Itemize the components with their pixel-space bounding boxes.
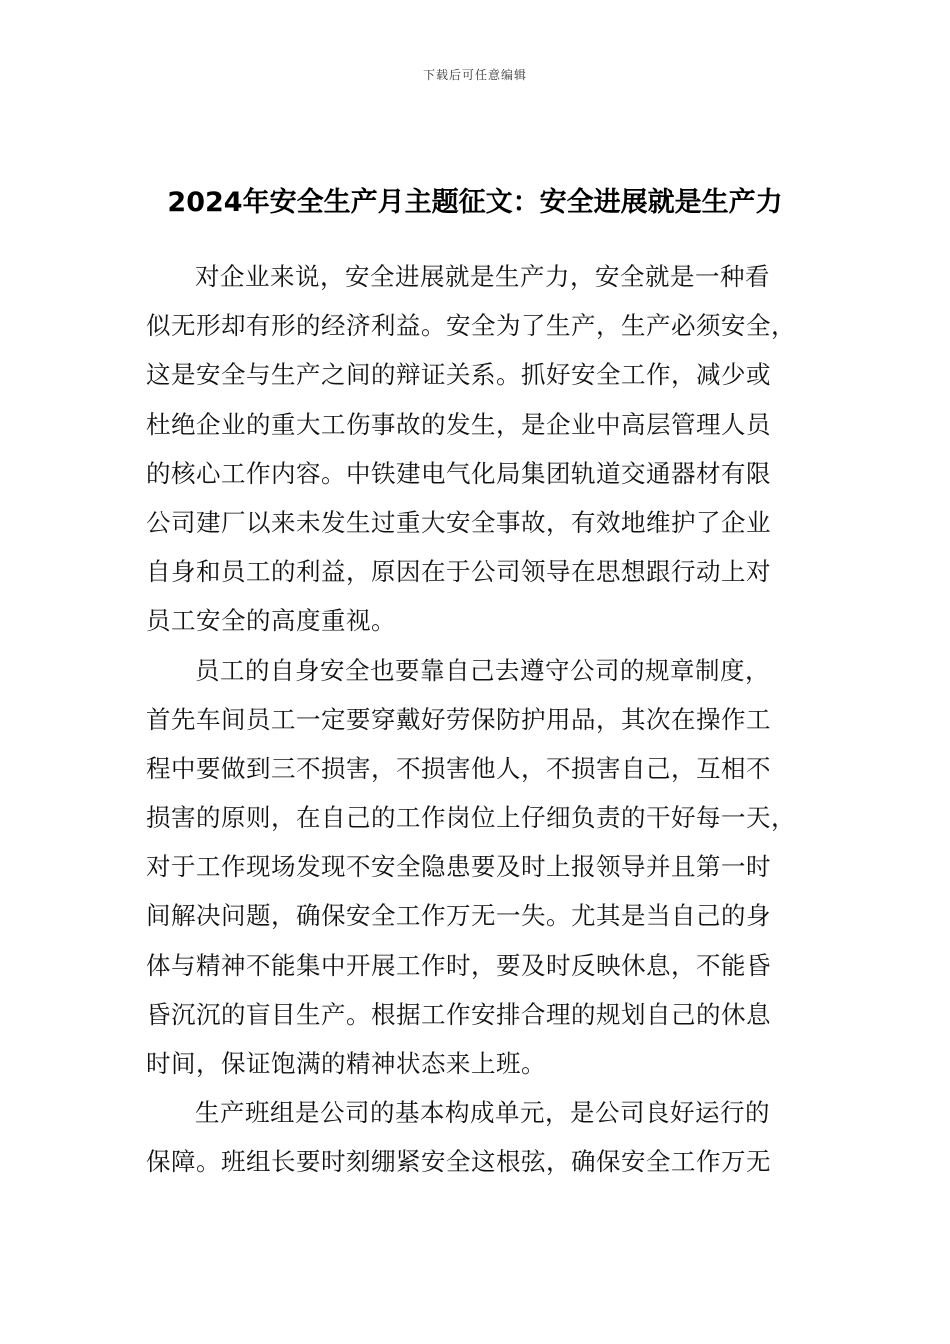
paragraph-line: 的核心工作内容。中铁建电气化局集团轨道交通器材有限 — [146, 458, 771, 488]
paragraph — [146, 252, 806, 646]
document-title: 2024年安全生产月主题征文：安全进展就是生产力 — [167, 187, 783, 218]
paragraph-line: 体与精神不能集中开展工作时，要及时反映休息，不能昏 — [146, 950, 771, 980]
paragraph-line: 员工的自身安全也要靠自己去遵守公司的规章制度， — [195, 655, 770, 685]
paragraph-line: 时间，保证饱满的精神状态来上班。 — [146, 1049, 546, 1078]
paragraph-line: 自身和员工的利益，原因在于公司领导在思想跟行动上对 — [146, 557, 771, 587]
paragraph — [146, 646, 806, 1089]
paragraph-line: 间解决问题，确保安全工作万无一失。尤其是当自己的身 — [146, 901, 771, 931]
paragraph-line: 保障。班组长要时刻绷紧安全这根弦，确保安全工作万无 — [146, 1147, 771, 1177]
paragraph-line: 昏沉沉的盲目生产。根据工作安排合理的规划自己的休息 — [146, 999, 771, 1029]
paragraph-line: 生产班组是公司的基本构成单元，是公司良好运行的 — [195, 1098, 770, 1128]
paragraph-line: 杜绝企业的重大工伤事故的发生，是企业中高层管理人员 — [146, 409, 771, 439]
paragraph-line: 程中要做到三不损害，不损害他人，不损害自己，互相不 — [146, 753, 771, 783]
paragraph-line: 员工安全的高度重视。 — [146, 606, 396, 636]
paragraph-line: 对于工作现场发现不安全隐患要及时上报领导并且第一时 — [146, 852, 771, 882]
paragraph-line: 这是安全与生产之间的辩证关系。抓好安全工作，减少或 — [146, 360, 771, 390]
paragraph-line: 首先车间员工一定要穿戴好劳保防护用品，其次在操作工 — [146, 704, 771, 734]
header-note: 下载后可任意编辑 — [422, 68, 527, 82]
paragraph-line: 损害的原则，在自己的工作岗位上仔细负责的干好每一天， — [146, 803, 796, 833]
document-body — [146, 252, 806, 1187]
paragraph — [146, 1088, 806, 1186]
paragraph-line: 公司建厂以来未发生过重大安全事故，有效地维护了企业 — [146, 507, 771, 537]
paragraph-line: 似无形却有形的经济利益。安全为了生产，生产必须安全， — [146, 311, 796, 341]
paragraph-line: 对企业来说，安全进展就是生产力，安全就是一种看 — [195, 262, 770, 291]
